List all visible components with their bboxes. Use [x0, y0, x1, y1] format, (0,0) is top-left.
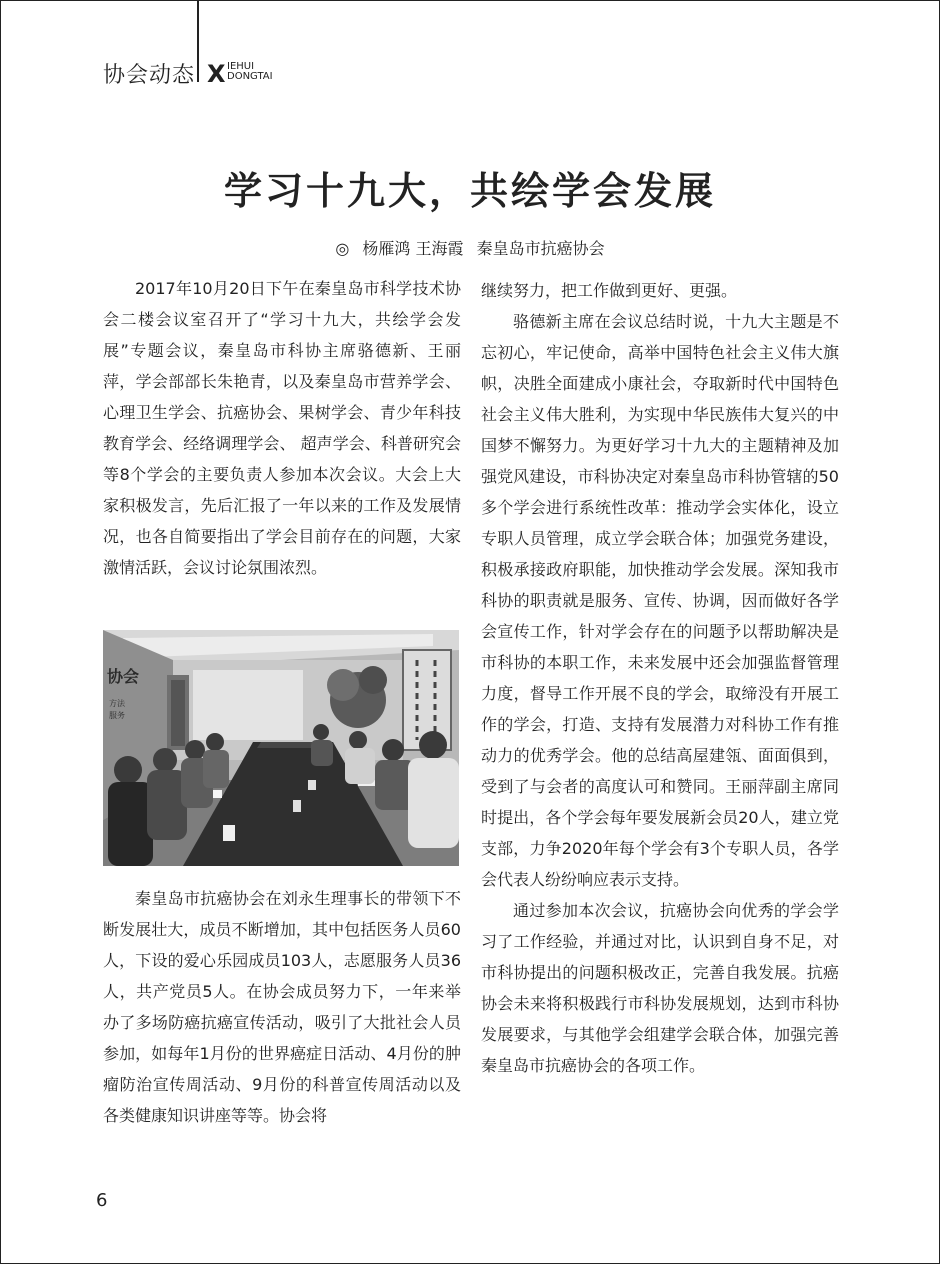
byline-organization: 秦皇岛市抗癌协会 — [476, 239, 605, 258]
section-title: 协会动态 — [103, 63, 196, 88]
wall-sign-sub1: 方法 — [109, 699, 125, 708]
paragraph-1: 2017年10月20日下午在秦皇岛市科学技术协会二楼会议室召开了“学习十九大，共绘学会发展”专题会议，秦皇岛市科协主席骆德新、王丽萍，学会部部长朱艳青，以及秦皇岛市营养学会、心理卫生学会、抗癌协会、果树学会、青少年科技教育学会、经络调理学会、 超声学会、科普研究会等8个学会的主要负责人参加本次会议。大会上大家积极发言，先后汇报了一年以来的工作及发展情况，也各自简要指出了学会目前存在的问题，大家激情活跃，会议讨论氛围浓烈。 — [103, 279, 461, 577]
meeting-photo-image — [103, 630, 459, 866]
paragraph-3: 骆德新主席在会议总结时说，十九大主题是不忘初心，牢记使命，高举中国特色社会主义伟大旗帜，决胜全面建成小康社会，夺取新时代中国特色社会主义伟大胜利，为实现中华民族伟大复兴的中国梦不懈努力。为更好学习十九大的主题精神及加强党风建设，市科协决定对秦皇岛市科协管辖的50多个学会进行系统性改革：推动学会实体化，设立专职人员管理，成立学会联合体；加强党务建设，积极承接政府职能，加快推动学会发展。深知我市科协的职责就是服务、宣传、协调，因而做好各学会宣传工作，针对学会存在的问题予以帮助解决是市科协的本职工作，未来发展中还会加强监督管理力度，督导工作开展不良的学会，取缔没有开展工作的学会，打造、支持有发展潜力对科协工作有推动力的优秀学会。他的总结高屋建瓴、面面俱到，受到了与会者的高度认可和赞同。王丽萍副主席同时提出，各个学会每年要发展新会员20人，建立党支部，力争2020年每个学会有3个专职人员，各学会代表人纷纷响应表示支持。 — [481, 312, 839, 889]
header-divider — [197, 0, 199, 82]
wall-sign: 协会 — [107, 667, 140, 686]
article-title: 学习十九大，共绘学会发展 — [223, 168, 716, 213]
wall-sign-sub2: 服务 — [109, 711, 125, 720]
column-left-bottom — [103, 883, 461, 1131]
section-pinyin-top: IEHUI — [227, 61, 255, 72]
byline-authors: 杨雁鸿 王海霞 — [362, 239, 464, 258]
section-pinyin — [227, 62, 273, 82]
column-right — [481, 275, 839, 1081]
paragraph-2: 秦皇岛市抗癌协会在刘永生理事长的带领下不断发展壮大，成员不断增加，其中包括医务人员60人，下设的爱心乐园成员103人，志愿服务人员36人，共产党员5人。在协会成员努力下，一年来举办了多场防癌抗癌宣传活动，吸引了大批社会人员参加，如每年1月份的世界癌症日活动、4月份的肿瘤防治宣传周活动、9月份的科普宣传周活动以及各类健康知识讲座等等。协会将 — [103, 889, 461, 1125]
page-number: 6 — [96, 1190, 108, 1211]
paragraph-4: 通过参加本次会议，抗癌协会向优秀的学会学习了工作经验，并通过对比，认识到自身不足，对市科协提出的问题积极改正，完善自我发展。抗癌协会未来将积极践行市科协发展规划，达到市科协发展要求，与其他学会组建学会联合体，加强完善秦皇岛市抗癌协会的各项工作。 — [481, 901, 839, 1075]
paragraph-2-continued: 继续努力，把工作做到更好、更强。 — [481, 281, 738, 300]
section-pinyin-bottom: DONGTAI — [227, 71, 273, 82]
byline-symbol: ◎ — [335, 239, 350, 258]
meeting-photo — [103, 630, 459, 866]
article-byline — [0, 236, 940, 259]
column-left-top — [103, 273, 461, 583]
section-initial: X — [207, 60, 226, 88]
